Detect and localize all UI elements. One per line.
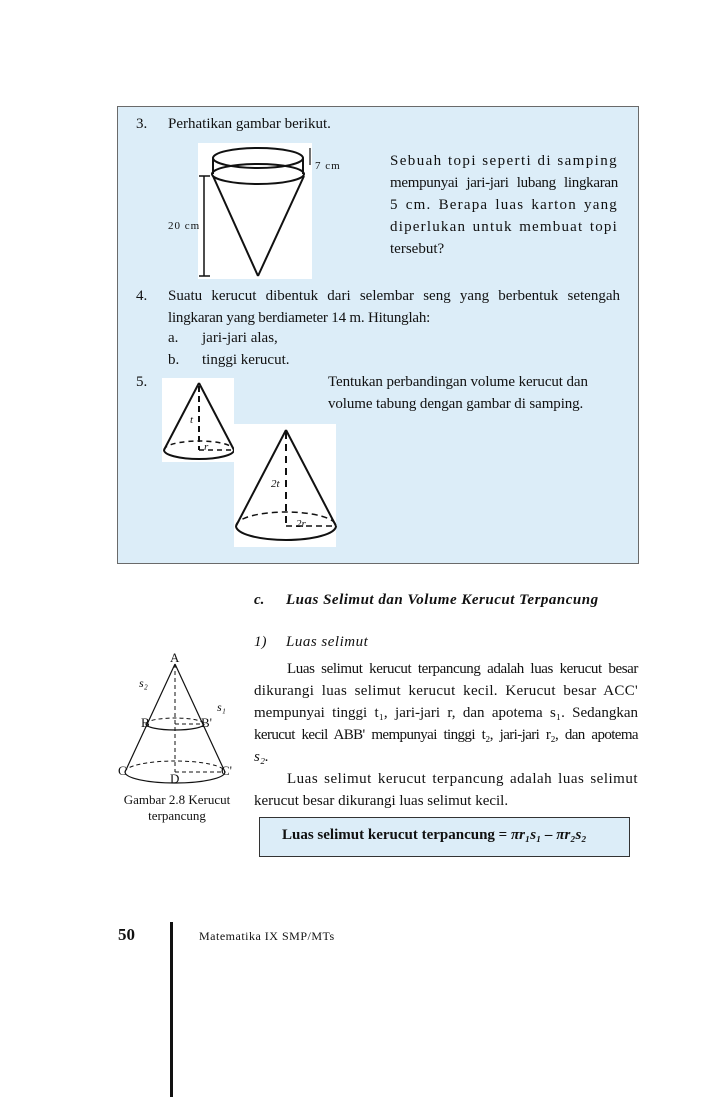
frustum-label-s2: s₂ (139, 676, 148, 690)
formula-box (259, 817, 630, 857)
problem-4-text (168, 285, 620, 329)
hat-radius-label: 7 cm (315, 160, 341, 172)
book-title: Matematika IX SMP/MTs (199, 929, 335, 943)
frustum-label-s1: s₁ (217, 700, 226, 714)
paragraph-1-line: kerucut kecil ABB' mempunyai tinggi t₂, jari-jari r₂, dan apotema (254, 727, 638, 743)
problem-3-line: diperlukan untuk membuat topi (390, 219, 618, 235)
figure-caption-line: Gambar 2.8 Kerucut (123, 792, 231, 807)
section-marker: c. (254, 592, 265, 608)
formula-expression: πr₁s₁ – πr₂s₂ (510, 827, 587, 843)
paragraph-1-line: mempunyai tinggi t₁, jari-jari r, dan apotema s₁. Sedangkan (254, 705, 638, 721)
hat-height-label: 20 cm (168, 220, 201, 232)
problem-3-line: mempunyai jari-jari lubang lingkaran (390, 175, 618, 191)
problem-5-line: volume tabung dengan gambar di samping. (328, 396, 584, 412)
problem-3-prompt: Perhatikan gambar berikut. (168, 116, 331, 132)
problem-3-line: tersebut? (390, 241, 445, 257)
paragraph-1-line: s₂. (254, 749, 269, 765)
frustum-label-b-prime: B' (201, 715, 213, 730)
problem-5-number: 5. (136, 374, 148, 390)
small-cone-height-label: t (190, 414, 194, 426)
paragraph-2-line: kerucut besar dikurangi luas selimut kecil. (254, 793, 509, 809)
small-cone-radius-label: r (204, 441, 209, 453)
problem-4-number: 4. (136, 288, 148, 304)
frustum-label-b: B (141, 715, 150, 730)
footer-divider (170, 922, 173, 1097)
big-cone-height-label: 2t (271, 478, 280, 490)
problem-4-item-a-text: jari-jari alas, (202, 330, 278, 346)
problem-3-text (390, 150, 618, 260)
problem-4-line: Suatu kerucut dibentuk dari selembar seng yang berbentuk setengah (168, 288, 620, 304)
subsection-marker: 1) (254, 634, 267, 650)
paragraph-2 (254, 768, 638, 812)
page-number: 50 (118, 925, 135, 944)
frustum-label-d: D (170, 771, 180, 786)
subsection-title: Luas selimut (286, 634, 369, 650)
small-cone-figure (160, 378, 238, 466)
problem-5-line: Tentukan perbandingan volume kerucut dan (328, 374, 588, 390)
formula-label: Luas selimut kerucut terpancung = (282, 827, 511, 843)
big-cone-radius-label: 2r (296, 518, 306, 530)
paragraph-1 (254, 658, 638, 768)
hat-cone-figure (196, 143, 318, 283)
problem-3-number: 3. (136, 116, 148, 132)
problem-5-text (328, 371, 588, 415)
problem-4-item-a-marker: a. (168, 330, 179, 346)
paragraph-1-line: Luas selimut kerucut terpancung adalah luas kerucut besar (287, 661, 638, 677)
figure-caption-line: terpancung (148, 808, 206, 823)
section-title: Luas Selimut dan Volume Kerucut Terpancung (286, 592, 599, 608)
big-cone-figure (232, 424, 340, 550)
paragraph-2-line: Luas selimut kerucut terpancung adalah luas selimut (287, 771, 638, 787)
problem-4-item-b-text: tinggi kerucut. (202, 352, 290, 368)
problem-3-line: Sebuah topi seperti di samping (390, 153, 618, 169)
frustum-label-c-prime: C' (221, 763, 233, 778)
paragraph-1-line: dikurangi luas selimut kerucut kecil. Kerucut besar ACC' (254, 683, 638, 699)
problem-3-line: 5 cm. Berapa luas karton yang (390, 197, 618, 213)
frustum-label-c: C (118, 763, 127, 778)
problem-4-line: lingkaran yang berdiameter 14 m. Hitunglah: (168, 310, 431, 326)
problem-4-item-b-marker: b. (168, 352, 180, 368)
figure-caption (118, 792, 236, 824)
frustum-label-a: A (170, 650, 180, 665)
